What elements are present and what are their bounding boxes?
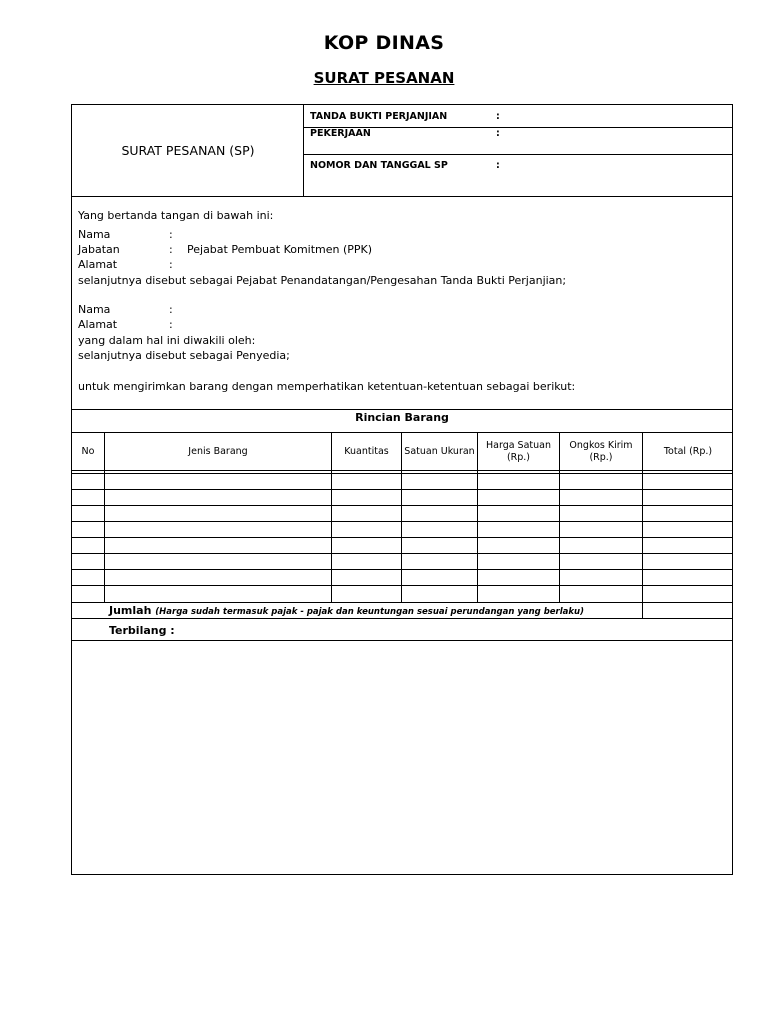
table-row-line — [72, 473, 732, 474]
table-row-line — [72, 521, 732, 522]
field-label-nomor-tanggal: NOMOR DAN TANGGAL SP — [310, 160, 448, 171]
jumlah-note: (Harga sudah termasuk pajak - pajak dan keuntungan sesuai perundangan yang berlaku) — [155, 607, 584, 617]
jumlah-label: Jumlah — [109, 604, 152, 617]
col-header-no: No — [81, 445, 95, 457]
field-colon: : — [496, 160, 500, 171]
col-divider — [331, 432, 332, 602]
table-row-line — [72, 602, 732, 603]
sp-label: SURAT PESANAN (SP) — [121, 143, 255, 158]
col-divider — [401, 432, 402, 602]
field-label-pekerjaan: PEKERJAAN — [310, 128, 371, 139]
jumlah-row — [109, 604, 584, 617]
col-divider — [104, 432, 105, 602]
terbilang-row-line — [72, 640, 732, 641]
terbilang-label: Terbilang : — [109, 624, 175, 637]
col-header-ongkos: Ongkos Kirim (Rp.) — [569, 439, 633, 463]
penyedia-alamat-colon: : — [169, 318, 173, 331]
intro-text: Yang bertanda tangan di bawah ini: — [78, 209, 274, 222]
document-title — [0, 69, 768, 87]
penyedia-nama-label: Nama — [78, 303, 111, 316]
col-divider — [477, 432, 478, 602]
table-row-line — [72, 489, 732, 490]
table-row-line — [72, 553, 732, 554]
diwakili-text: yang dalam hal ini diwakili oleh: — [78, 334, 256, 347]
ppk-jabatan-value: Pejabat Pembuat Komitmen (PPK) — [187, 243, 373, 256]
ppk-note: selanjutnya disebut sebagai Pejabat Penandatangan/Pengesahan Tanda Bukti Perjanjian; — [78, 274, 567, 287]
penyedia-alamat-label: Alamat — [78, 318, 118, 331]
col-header-satuan: Satuan Ukuran — [404, 445, 475, 457]
field-label-tanda-bukti: TANDA BUKTI PERJANJIAN — [310, 111, 448, 122]
penyedia-note: selanjutnya disebut sebagai Penyedia; — [78, 349, 290, 362]
header-divider — [303, 105, 304, 196]
document-title-text: SURAT PESANAN — [313, 69, 455, 87]
table-row-line — [72, 537, 732, 538]
ppk-jabatan-label: Jabatan — [78, 243, 120, 256]
ketentuan-text: untuk mengirimkan barang dengan memperhatikan ketentuan-ketentuan sebagai berikut: — [78, 380, 576, 393]
ppk-nama-colon: : — [169, 228, 173, 241]
table-top-line — [72, 409, 732, 410]
kop-dinas-heading: KOP DINAS — [323, 32, 445, 54]
table-row-line — [72, 470, 732, 471]
ppk-jabatan-colon: : — [169, 243, 173, 256]
ppk-nama-label: Nama — [78, 228, 111, 241]
ppk-alamat-label: Alamat — [78, 258, 118, 271]
field-colon: : — [496, 128, 500, 139]
penyedia-nama-colon: : — [169, 303, 173, 316]
col-header-kuantitas: Kuantitas — [344, 445, 389, 457]
col-divider — [559, 432, 560, 602]
header-row-line — [304, 154, 732, 155]
surat-pesanan-form — [71, 104, 733, 875]
jumlah-row-line — [72, 618, 732, 619]
ppk-alamat-colon: : — [169, 258, 173, 271]
col-divider — [642, 432, 643, 618]
col-header-jenis: Jenis Barang — [188, 445, 248, 457]
section-divider — [72, 196, 732, 197]
col-header-harga: Harga Satuan (Rp.) — [485, 439, 551, 463]
table-row-line — [72, 585, 732, 586]
field-colon: : — [496, 111, 500, 122]
rincian-title: Rincian Barang — [355, 411, 449, 424]
col-header-total: Total (Rp.) — [663, 445, 713, 457]
table-row-line — [72, 569, 732, 570]
table-row-line — [72, 505, 732, 506]
